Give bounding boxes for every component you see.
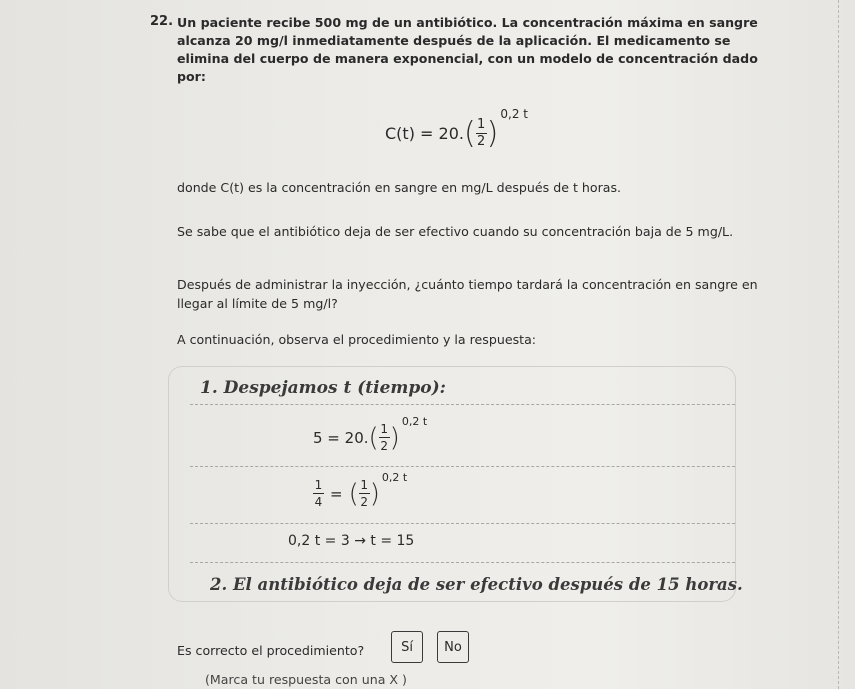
fraction-numerator: 1 [477,117,486,132]
option-no-box[interactable]: No [437,631,469,663]
problem-statement: Un paciente recibe 500 mg de un antibiótico. La concentración máxima en sangre alcanza 20 mg/l inmediatamente después de la aplicación. El medicamento se elimina del cuerpo de manera exponencial, con un modelo de concentración dado por: [177,15,758,84]
fraction-bar [359,493,370,494]
ruled-line [190,523,735,524]
fraction-denominator: 2 [360,495,369,509]
close-paren: ) [369,478,380,509]
model-formula [385,106,528,151]
procedure-line-1 [313,415,428,453]
procedure-intro: A continuación, observa el procedimiento y la respuesta: [177,332,537,347]
procedure-box [168,366,736,602]
line1-exponent: 0,2 t [401,415,428,428]
ruled-line [190,562,735,563]
correctness-question: Es correcto el procedimiento? [177,643,365,658]
open-paren: ( [348,478,359,509]
open-paren: ( [368,422,379,453]
fraction-numerator: 1 [360,478,369,492]
ruled-line [190,466,735,467]
fraction-denominator: 2 [477,134,486,149]
page-edge-line [838,0,840,689]
procedure-line-3: 0,2 t = 3 → t = 15 [288,533,415,549]
formula-lhs: C(t) = 20. [385,124,464,143]
formula-exponent: 0,2 t [500,106,528,121]
option-yes-box[interactable]: Sí [391,631,423,663]
fraction-bar [313,493,324,494]
line1-fraction [379,422,390,453]
question-number: 22. [150,14,174,29]
line2-lhs-fraction [313,478,324,509]
equals-sign: = [330,484,343,503]
line2-exponent: 0,2 t [381,471,408,484]
ruled-line [190,404,735,405]
fraction-numerator: 1 [314,478,323,492]
step1-title: 1. Despejamos t (tiempo): [200,378,446,398]
known-condition: Se sabe que el antibiótico deja de ser efectivo cuando su concentración baja de 5 mg/L. [177,224,734,239]
answer-instruction: (Marca tu respuesta con una X ) [205,672,407,687]
where-clause: donde C(t) es la concentración en sangre en mg/L después de t horas. [177,180,622,195]
fraction-denominator: 4 [314,495,323,509]
close-paren: ) [486,115,499,151]
step2-conclusion: 2. El antibiótico deja de ser efectivo después de 15 horas. [210,575,743,594]
close-paren: ) [389,422,400,453]
fraction-denominator: 2 [380,439,388,453]
question-text: Después de administrar la inyección, ¿cuánto tiempo tardará la concentración en sangre en llegar al límite de 5 mg/l? [177,277,758,311]
formula-fraction [476,118,487,149]
line1-lhs: 5 = 20. [313,428,369,447]
fraction-bar [379,437,390,438]
line2-fraction [359,478,370,509]
fraction-numerator: 1 [380,422,388,436]
procedure-line-2 [313,471,408,509]
open-paren: ( [463,115,476,151]
